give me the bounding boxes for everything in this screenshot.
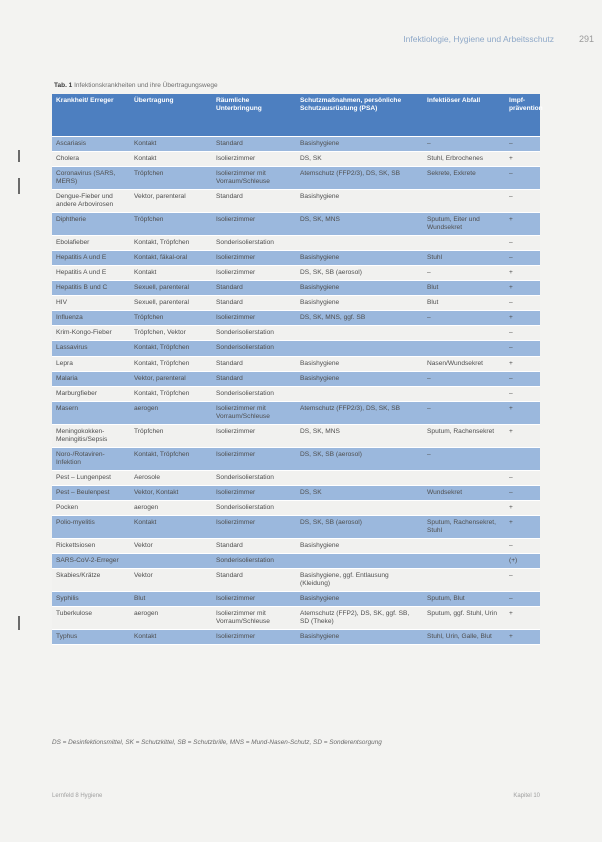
table-cell — [423, 236, 505, 251]
table-cell: + — [505, 424, 540, 447]
column-header: Krankheit/ Erreger — [52, 94, 130, 137]
table-cell: Atemschutz (FFP2), DS, SK, ggf. SB, SD (Theke) — [296, 607, 423, 630]
table-cell — [296, 500, 423, 515]
table-cell: Vektor — [130, 538, 212, 553]
table-cell: – — [505, 236, 540, 251]
table-cell: – — [505, 137, 540, 152]
table-cell: Vektor, parenteral — [130, 190, 212, 213]
table-cell: – — [423, 447, 505, 470]
table-cell: Standard — [212, 569, 296, 592]
table-row — [52, 485, 540, 500]
table-cell: Vektor, Kontakt — [130, 485, 212, 500]
table-cell: – — [505, 167, 540, 190]
table-cell: Kontakt — [130, 515, 212, 538]
table-body — [52, 137, 540, 645]
table-cell: + — [505, 515, 540, 538]
table-cell — [296, 236, 423, 251]
table-row — [52, 607, 540, 630]
column-header: Übertragung — [130, 94, 212, 137]
table-cell: Stuhl — [423, 251, 505, 266]
table-cell: Meningokokken-Meningitis/Sepsis — [52, 424, 130, 447]
table-cell — [423, 569, 505, 592]
table-cell: + — [505, 266, 540, 281]
table-cell: Influenza — [52, 311, 130, 326]
page-footer — [52, 793, 540, 805]
table-cell: Basishygiene — [296, 190, 423, 213]
table-row — [52, 251, 540, 266]
table-row — [52, 213, 540, 236]
table-cell: Polio-myelitis — [52, 515, 130, 538]
infection-table — [52, 94, 543, 645]
table-cell: + — [505, 607, 540, 630]
table-cell: Tröpfchen — [130, 424, 212, 447]
table-row — [52, 569, 540, 592]
table-cell: Sonderisolierstation — [212, 341, 296, 356]
table-cell: – — [505, 296, 540, 311]
table-cell: Rickettsiosen — [52, 538, 130, 553]
table-cell: DS, SK — [296, 485, 423, 500]
table-cell: Sonderisolierstation — [212, 236, 296, 251]
table-cell: Blut — [423, 296, 505, 311]
table-cell: Hepatitis B und C — [52, 281, 130, 296]
table-row — [52, 137, 540, 152]
table-cell: Isolierzimmer — [212, 266, 296, 281]
table-cell: aerogen — [130, 500, 212, 515]
table-cell: Kontakt, Tröpfchen — [130, 386, 212, 401]
table-cell: Standard — [212, 296, 296, 311]
table-cell: – — [505, 538, 540, 553]
table-cell: Noro-/Rotaviren-Infektion — [52, 447, 130, 470]
table-cell: Sputum, Rachensekret — [423, 424, 505, 447]
table-cell: Ebolafieber — [52, 236, 130, 251]
table-cell: – — [505, 485, 540, 500]
table-cell: Isolierzimmer — [212, 485, 296, 500]
table-cell: + — [505, 281, 540, 296]
table-cell: Standard — [212, 281, 296, 296]
caption-text: Infektionskrankheiten und ihre Übertragungswege — [74, 82, 218, 89]
table-cell: Basishygiene — [296, 630, 423, 645]
table-cell — [423, 341, 505, 356]
table-cell: Tröpfchen — [130, 167, 212, 190]
table-cell: + — [505, 630, 540, 645]
table-cell: Kontakt, Tröpfchen — [130, 341, 212, 356]
table-cell: DS, SK — [296, 152, 423, 167]
table-cell: Skabies/Krätze — [52, 569, 130, 592]
table-cell: – — [423, 371, 505, 386]
table-cell: Isolierzimmer — [212, 213, 296, 236]
table-cell: Sonderisolierstation — [212, 470, 296, 485]
table-cell: + — [505, 401, 540, 424]
table-cell: Wundsekret — [423, 485, 505, 500]
table-cell: Sonderisolierstation — [212, 553, 296, 568]
footer-left: Lernfeld 8 Hygiene — [52, 793, 103, 799]
table-cell: Kontakt — [130, 137, 212, 152]
table-cell — [423, 386, 505, 401]
table-cell: Isolierzimmer — [212, 152, 296, 167]
table-cell: Kontakt, Tröpfchen — [130, 236, 212, 251]
table-row — [52, 401, 540, 424]
table-cell: DS, SK, MNS, ggf. SB — [296, 311, 423, 326]
table-cell: Isolierzimmer — [212, 592, 296, 607]
table-cell: Basishygiene — [296, 296, 423, 311]
table-row — [52, 500, 540, 515]
table-cell: DS, SK, MNS — [296, 424, 423, 447]
table-cell: aerogen — [130, 607, 212, 630]
table-cell: Sekrete, Exkrete — [423, 167, 505, 190]
table-cell — [423, 326, 505, 341]
table-cell: Sputum, Rachensekret, Stuhl — [423, 515, 505, 538]
table-row — [52, 386, 540, 401]
table-row — [52, 470, 540, 485]
table-cell: Isolierzimmer mit Vorraum/Schleuse — [212, 167, 296, 190]
table-row — [52, 630, 540, 645]
table-row — [52, 356, 540, 371]
table-cell: Lassavirus — [52, 341, 130, 356]
footer-right: Kapitel 10 — [513, 793, 540, 799]
table-cell: Sonderisolierstation — [212, 500, 296, 515]
table-cell: Basishygiene — [296, 356, 423, 371]
table-cell: Sexuell, parenteral — [130, 296, 212, 311]
table-row — [52, 152, 540, 167]
table-cell — [423, 553, 505, 568]
table-cell: Krim-Kongo-Fieber — [52, 326, 130, 341]
table-row — [52, 190, 540, 213]
table-cell: Standard — [212, 137, 296, 152]
table-cell — [130, 553, 212, 568]
table-cell: DS, SK, MNS — [296, 213, 423, 236]
table-cell: Coronavirus (SARS, MERS) — [52, 167, 130, 190]
table-cell: Hepatitis A und E — [52, 251, 130, 266]
caption-label: Tab. 1 — [54, 82, 73, 89]
footnote: DS = Desinfektionsmittel, SK = Schutzkittel, SB = Schutzbrille, MNS = Mund-Nasen-Schutz, SD = Sonderentsorgung — [52, 739, 382, 746]
table-cell: Dengue-Fieber und andere Arbovirosen — [52, 190, 130, 213]
table-cell: Syphilis — [52, 592, 130, 607]
table-cell: Basishygiene — [296, 251, 423, 266]
table-cell: Basishygiene, ggf. Entlausung (Kleidung) — [296, 569, 423, 592]
table-cell: DS, SK, SB (aerosol) — [296, 266, 423, 281]
table-cell: – — [505, 326, 540, 341]
margin-mark — [18, 178, 20, 194]
table-cell: Isolierzimmer — [212, 424, 296, 447]
table-cell — [296, 341, 423, 356]
table-cell: aerogen — [130, 401, 212, 424]
table-cell: Sputum, ggf. Stuhl, Urin — [423, 607, 505, 630]
running-title: Infektiologie, Hygiene und Arbeitsschutz — [403, 34, 554, 44]
table-cell: HIV — [52, 296, 130, 311]
table-cell: + — [505, 500, 540, 515]
table-cell — [296, 553, 423, 568]
table-cell — [505, 447, 540, 470]
table-cell: Isolierzimmer — [212, 311, 296, 326]
table-row — [52, 371, 540, 386]
table-cell: Standard — [212, 371, 296, 386]
table-cell: Malaria — [52, 371, 130, 386]
table-cell: Lepra — [52, 356, 130, 371]
table-row — [52, 281, 540, 296]
table-cell: Typhus — [52, 630, 130, 645]
table-row — [52, 326, 540, 341]
table-row — [52, 296, 540, 311]
table-cell: Isolierzimmer — [212, 515, 296, 538]
table-row — [52, 341, 540, 356]
table-cell: Kontakt — [130, 630, 212, 645]
table-cell: Isolierzimmer — [212, 447, 296, 470]
table-row — [52, 424, 540, 447]
column-header: Schutzmaßnahmen, persönliche Schutzausrüstung (PSA) — [296, 94, 423, 137]
table-cell: Pest – Beulenpest — [52, 485, 130, 500]
table-cell: – — [423, 266, 505, 281]
table-cell: Sexuell, parenteral — [130, 281, 212, 296]
table-cell: Atemschutz (FFP2/3), DS, SK, SB — [296, 401, 423, 424]
table-cell: – — [505, 592, 540, 607]
table-cell: Standard — [212, 538, 296, 553]
table-cell: – — [423, 311, 505, 326]
table-cell: Stuhl, Erbrochenes — [423, 152, 505, 167]
table-cell: + — [505, 311, 540, 326]
table-cell: Kontakt, Tröpfchen — [130, 356, 212, 371]
table-cell — [423, 538, 505, 553]
table-row — [52, 592, 540, 607]
table-cell: Basishygiene — [296, 538, 423, 553]
table-cell: – — [423, 137, 505, 152]
table-cell: Standard — [212, 356, 296, 371]
table-cell: Basishygiene — [296, 592, 423, 607]
table-cell: – — [505, 341, 540, 356]
table-cell: Tuberkulose — [52, 607, 130, 630]
table-cell — [296, 386, 423, 401]
table-cell: Vektor, parenteral — [130, 371, 212, 386]
table-cell: Cholera — [52, 152, 130, 167]
table-cell: + — [505, 152, 540, 167]
table-cell: Tröpfchen — [130, 311, 212, 326]
table-cell: Blut — [423, 281, 505, 296]
table-cell — [423, 190, 505, 213]
table-cell: Isolierzimmer — [212, 630, 296, 645]
table-cell: Sonderisolierstation — [212, 326, 296, 341]
table-cell: Standard — [212, 190, 296, 213]
table-cell: Stuhl, Urin, Galle, Blut — [423, 630, 505, 645]
table-cell: + — [505, 213, 540, 236]
table-cell: Sputum, Blut — [423, 592, 505, 607]
table-cell: – — [505, 371, 540, 386]
table-cell: – — [505, 569, 540, 592]
table-cell: Kontakt — [130, 266, 212, 281]
page-header — [0, 34, 602, 48]
table-row — [52, 553, 540, 568]
margin-mark — [18, 616, 20, 630]
table-row — [52, 236, 540, 251]
column-header: Impf-prävention — [505, 94, 540, 137]
table-cell: Sonderisolierstation — [212, 386, 296, 401]
table-row — [52, 266, 540, 281]
table-row — [52, 167, 540, 190]
table-cell: Hepatitis A und E — [52, 266, 130, 281]
table-row — [52, 447, 540, 470]
table-cell: Isolierzimmer mit Vorraum/Schleuse — [212, 401, 296, 424]
table-row — [52, 311, 540, 326]
table-cell: Masern — [52, 401, 130, 424]
table-cell: Basishygiene — [296, 281, 423, 296]
table-cell: Sputum, Eiter und Wundsekret — [423, 213, 505, 236]
table-cell: Isolierzimmer — [212, 251, 296, 266]
table-cell — [296, 326, 423, 341]
table-cell: Pest – Lungenpest — [52, 470, 130, 485]
column-header: Räumliche Unterbringung — [212, 94, 296, 137]
table-cell: – — [505, 190, 540, 213]
table-cell: Nasen/Wundsekret — [423, 356, 505, 371]
table-cell: – — [505, 386, 540, 401]
table-cell: Vektor — [130, 569, 212, 592]
table-cell: Kontakt — [130, 152, 212, 167]
table-cell: Basishygiene — [296, 371, 423, 386]
table-row — [52, 538, 540, 553]
table-cell: Tröpfchen — [130, 213, 212, 236]
table-cell: Kontakt, fäkal-oral — [130, 251, 212, 266]
table-cell: – — [423, 401, 505, 424]
table-cell: Atemschutz (FFP2/3), DS, SK, SB — [296, 167, 423, 190]
table-cell: Marburgfieber — [52, 386, 130, 401]
table-cell: Kontakt, Tröpfchen — [130, 447, 212, 470]
table-header-row — [52, 94, 540, 137]
table-row — [52, 515, 540, 538]
table-cell: DS, SK, SB (aerosol) — [296, 447, 423, 470]
table-cell — [423, 470, 505, 485]
table-cell: Ascariasis — [52, 137, 130, 152]
table-cell: – — [505, 251, 540, 266]
table-cell — [423, 500, 505, 515]
table-caption — [54, 82, 218, 89]
margin-mark — [18, 150, 20, 162]
table-cell: SARS-CoV-2-Erreger — [52, 553, 130, 568]
column-header: Infektiöser Abfall — [423, 94, 505, 137]
table-cell: + — [505, 356, 540, 371]
table-cell: (+) — [505, 553, 540, 568]
table-cell: Isolierzimmer mit Vorraum/Schleuse — [212, 607, 296, 630]
table-cell: Basishygiene — [296, 137, 423, 152]
table-cell: – — [505, 470, 540, 485]
table-cell: Pocken — [52, 500, 130, 515]
table-cell: Blut — [130, 592, 212, 607]
table-cell: Tröpfchen, Vektor — [130, 326, 212, 341]
table-cell: Aerosole — [130, 470, 212, 485]
page-number: 291 — [578, 34, 594, 44]
table-cell: Diphtherie — [52, 213, 130, 236]
table-cell: DS, SK, SB (aerosol) — [296, 515, 423, 538]
table-cell — [296, 470, 423, 485]
